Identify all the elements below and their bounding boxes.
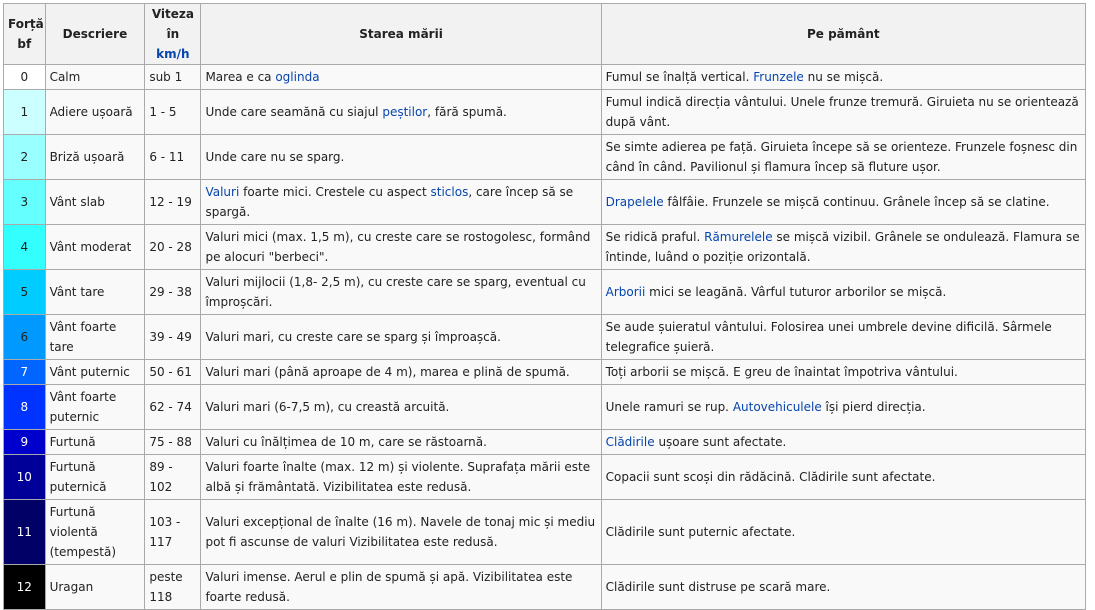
force-cell: 4 [4,225,46,270]
force-cell: 2 [4,135,46,180]
speed-cell: 39 - 49 [145,315,201,360]
description-cell: Uragan [45,565,145,610]
inline-link[interactable]: oglinda [275,70,320,84]
on-land-cell [601,500,1085,565]
cell-text: mici se leagănă. Vârful tuturor arborilor se mișcă. [645,285,947,299]
on-land-cell [601,135,1085,180]
cell-text: , fără spumă. [427,105,507,119]
on-land-cell [601,385,1085,430]
sea-state-cell [201,315,601,360]
cell-text: Valuri mari (6-7,5 m), cu creastă arcuită. [205,400,450,414]
cell-text: Unde care seamănă cu siajul [205,105,383,119]
cell-text: nu se mișcă. [803,70,884,84]
beaufort-scale-table [3,3,1086,610]
description-cell: Vânt foarte puternic [45,385,145,430]
sea-state-cell [201,65,601,90]
cell-text: Valuri mici (max. 1,5 m), cu creste care se rostogolesc, formând pe alocuri "berbeci". [205,230,591,264]
on-land-cell [601,360,1085,385]
header-speed-prefix: în [166,27,180,41]
sea-state-cell [201,135,601,180]
cell-text: ușoare sunt afectate. [654,435,787,449]
description-cell: Vânt foarte tare [45,315,145,360]
description-cell: Calm [45,65,145,90]
cell-text: Fumul se înalță vertical. [605,70,754,84]
table-row [4,315,1086,360]
on-land-cell [601,430,1085,455]
sea-state-cell [201,565,601,610]
header-sea-state: Starea mării [201,4,601,65]
header-speed-line1: Viteza [151,7,194,21]
force-cell: 9 [4,430,46,455]
cell-text: Clădirile sunt distruse pe scară mare. [605,580,831,594]
cell-text: Fumul indică direcția vântului. Unele frunze tremură. Giruieta nu se orientează după vânt. [605,95,1079,129]
inline-link[interactable]: Valuri [205,185,240,199]
table-row [4,430,1086,455]
cell-text: Valuri excepțional de înalte (16 m). Navele de tonaj mic și mediu pot fi ascunse de valuri Vizibilitatea este redusă. [205,515,596,549]
cell-text: Valuri foarte înalte (max. 12 m) și violente. Suprafața mării este albă și frământată. Vizibilitatea este redusă. [205,460,591,494]
speed-cell: 1 - 5 [145,90,201,135]
sea-state-cell [201,180,601,225]
inline-link[interactable]: Rămurelele [704,230,773,244]
inline-link[interactable]: Frunzele [753,70,804,84]
header-force-line1: Forță [8,17,44,31]
description-cell: Vânt tare [45,270,145,315]
table-header [4,4,1086,65]
table-body [4,65,1086,610]
header-on-land: Pe pământ [601,4,1085,65]
cell-text: Se simte adierea pe față. Giruieta începe să se orienteze. Frunzele foșnesc din când în când. Pavilionul și flamura încep să fluture ușor. [605,140,1078,174]
force-cell: 10 [4,455,46,500]
table-row [4,180,1086,225]
speed-cell: 50 - 61 [145,360,201,385]
header-row [4,4,1086,65]
sea-state-cell [201,90,601,135]
on-land-cell [601,270,1085,315]
description-cell: Furtună puternică [45,455,145,500]
description-cell: Adiere ușoară [45,90,145,135]
cell-text: Valuri mari (până aproape de 4 m), marea e plină de spumă. [205,365,570,379]
speed-cell: 6 - 11 [145,135,201,180]
description-cell: Vânt puternic [45,360,145,385]
speed-cell: 29 - 38 [145,270,201,315]
on-land-cell [601,65,1085,90]
header-force [4,4,46,65]
speed-cell: peste 118 [145,565,201,610]
force-cell: 5 [4,270,46,315]
table-row [4,455,1086,500]
cell-text: își pierd direcția. [821,400,926,414]
cell-text: Unele ramuri se rup. [605,400,733,414]
table-row [4,360,1086,385]
cell-text: se mișcă vizibil. Grânele se ondulează. Flamura se întinde, luând o poziție orizontală. [605,230,1080,264]
sea-state-cell [201,500,601,565]
header-description: Descriere [45,4,145,65]
force-cell: 12 [4,565,46,610]
speed-cell: 75 - 88 [145,430,201,455]
cell-text: Copacii sunt scoși din rădăcină. Clădirile sunt afectate. [605,470,936,484]
force-cell: 0 [4,65,46,90]
cell-text: Valuri imense. Aerul e plin de spumă și apă. Vizibilitatea este foarte redusă. [205,570,573,604]
table-row [4,65,1086,90]
table-row [4,225,1086,270]
cell-text: Se ridică praful. [605,230,705,244]
inline-link[interactable]: Arborii [605,285,646,299]
description-cell: Vânt moderat [45,225,145,270]
table-row [4,385,1086,430]
cell-text: Marea e ca [205,70,276,84]
description-cell: Briză ușoară [45,135,145,180]
table-row [4,135,1086,180]
speed-cell: 103 - 117 [145,500,201,565]
force-cell: 7 [4,360,46,385]
sea-state-cell [201,270,601,315]
inline-link[interactable]: Autovehiculele [732,400,822,414]
sea-state-cell [201,360,601,385]
cell-text: , care încep să se spargă. [205,185,574,219]
force-cell: 11 [4,500,46,565]
description-cell: Vânt slab [45,180,145,225]
speed-cell: 20 - 28 [145,225,201,270]
on-land-cell [601,180,1085,225]
table-row [4,270,1086,315]
inline-link[interactable]: Drapelele [605,195,664,209]
header-force-line2: bf [17,37,32,51]
table-row [4,565,1086,610]
force-cell: 1 [4,90,46,135]
sea-state-cell [201,225,601,270]
cell-text: foarte mici. Crestele cu aspect [239,185,431,199]
cell-text: Se aude șuieratul vântului. Folosirea unei umbrele devine dificilă. Sârmele telegrafice șuieră. [605,320,1052,354]
force-cell: 8 [4,385,46,430]
speed-cell: 62 - 74 [145,385,201,430]
on-land-cell [601,565,1085,610]
inline-link[interactable]: Clădirile [605,435,655,449]
table-row [4,90,1086,135]
header-speed-unit-link[interactable]: km/h [156,47,190,61]
cell-text: Clădirile sunt puternic afectate. [605,525,796,539]
speed-cell: 89 - 102 [145,455,201,500]
inline-link[interactable]: peștilor [382,105,428,119]
force-cell: 6 [4,315,46,360]
on-land-cell [601,455,1085,500]
sea-state-cell [201,455,601,500]
cell-text: Valuri mari, cu creste care se sparg și împroașcă. [205,330,501,344]
cell-text: Unde care nu se sparg. [205,150,345,164]
sea-state-cell [201,430,601,455]
description-cell: Furtună violentă (tempestă) [45,500,145,565]
on-land-cell [601,315,1085,360]
cell-text: Valuri cu înălțimea de 10 m, care se răstoarnă. [205,435,487,449]
cell-text: fâlfâie. Frunzele se mișcă continuu. Grânele încep să se clatine. [663,195,1050,209]
inline-link[interactable]: sticlos [430,185,469,199]
force-cell: 3 [4,180,46,225]
cell-text: Toți arborii se mișcă. E greu de înaintat împotriva vântului. [605,365,958,379]
sea-state-cell [201,385,601,430]
speed-cell: 12 - 19 [145,180,201,225]
on-land-cell [601,90,1085,135]
on-land-cell [601,225,1085,270]
header-speed [145,4,201,65]
cell-text: Valuri mijlocii (1,8- 2,5 m), cu creste care se sparg, eventual cu împroșcări. [205,275,586,309]
speed-cell: sub 1 [145,65,201,90]
table-row [4,500,1086,565]
description-cell: Furtună [45,430,145,455]
